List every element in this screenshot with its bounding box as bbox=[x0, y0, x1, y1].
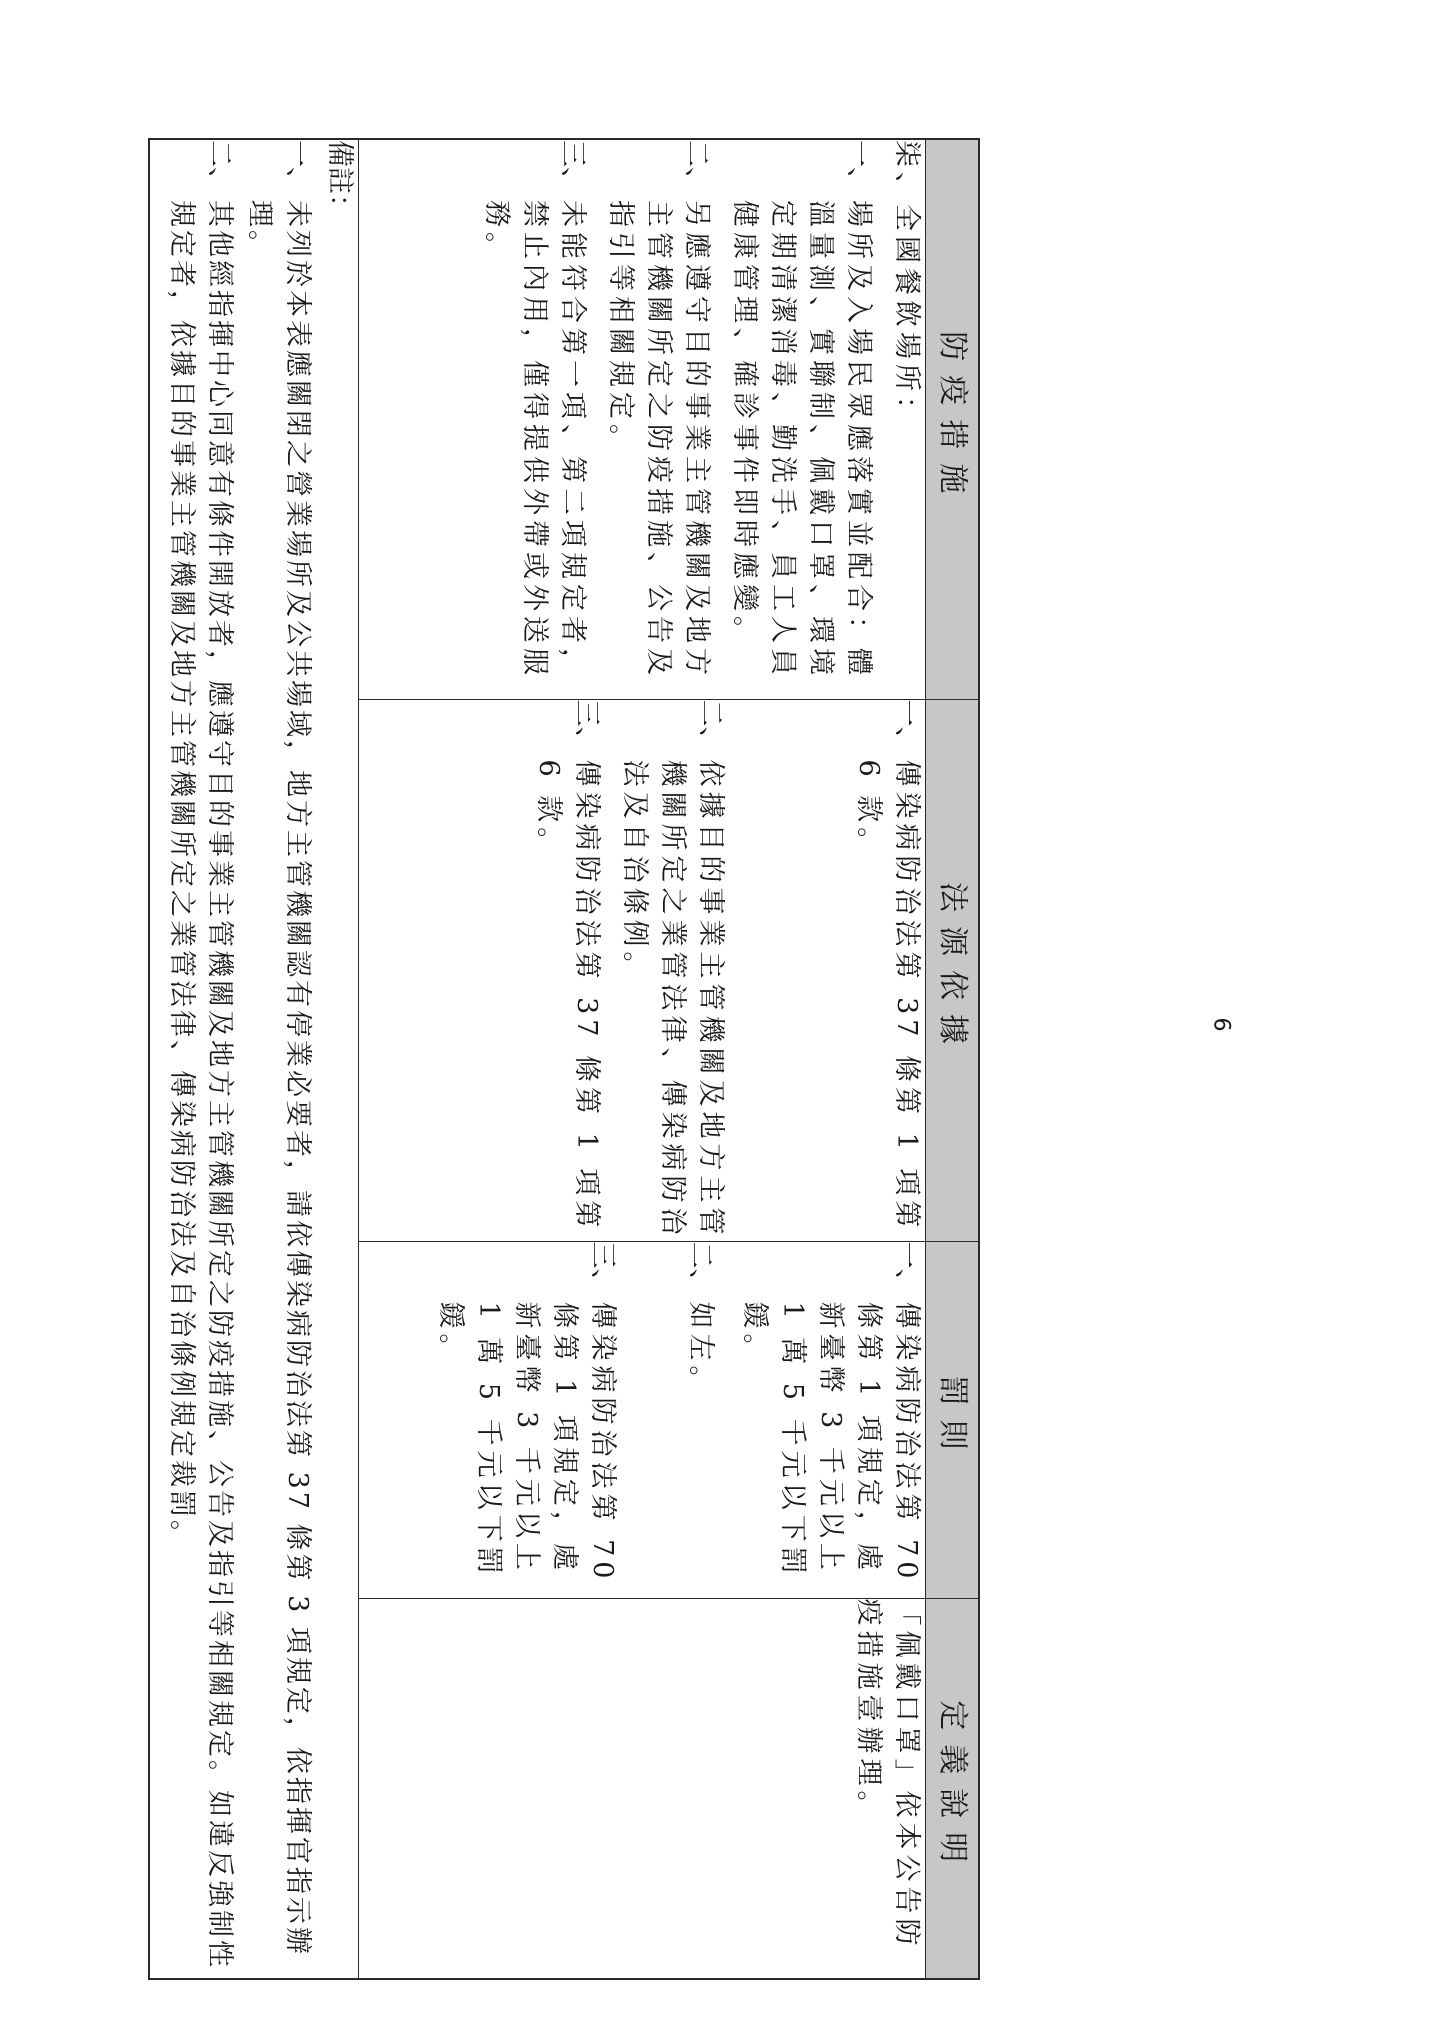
penalty-item bbox=[735, 1242, 925, 1598]
item-text: 依據目的事業主管機關及地方主管機關所定之業管法律、傳染病防治法及自治條例。 bbox=[619, 759, 726, 1240]
legal-basis-item bbox=[849, 700, 925, 1241]
item-number: 三、 bbox=[587, 1241, 618, 1296]
item-text: 場所及入場民眾應落實並配合：體溫量測、實聯制、佩戴口罩、環境定期清潔消毒、勤洗手、員工人員健康管理、確診事件即時應變。 bbox=[729, 200, 874, 680]
notes-row bbox=[149, 139, 359, 1979]
legal-basis-cell bbox=[359, 699, 926, 1241]
measure-item bbox=[477, 140, 591, 699]
item-text: 傳染病防治法第 37 條第 1 項第 6 款。 bbox=[853, 759, 922, 1233]
measures-cell bbox=[359, 139, 926, 699]
item-number: 一、 bbox=[891, 699, 922, 754]
item-text: 如左。 bbox=[685, 1301, 716, 1398]
legal-basis-item bbox=[529, 700, 605, 1241]
page-number: 6 bbox=[1208, 1017, 1234, 1032]
item-text: 傳染病防治法第 37 條第 1 項第 6 款。 bbox=[533, 759, 602, 1233]
item-text: 未能符合第一項、第二項規定者，禁止內用，僅得提供外帶或外送服務。 bbox=[481, 200, 588, 680]
header-legal-basis: 法源依據 bbox=[926, 699, 980, 1241]
notes-label: 備註： bbox=[324, 140, 355, 221]
item-number: 二、 bbox=[681, 140, 712, 194]
item-number: 二、 bbox=[685, 1241, 716, 1296]
penalties-cell bbox=[359, 1241, 926, 1598]
item-number: 三、 bbox=[571, 699, 602, 754]
item-text: 其他經指揮中心同意有條件開放者，應遵守目的事業主管機關及地方主管機關所定之防疫措施、公告及指引等相關規定。如違反強制性規定者，依據目的事業主管機關及地方主管機關所定之業管法律、傳染病防治法及自治條例規定裁罰。 bbox=[166, 200, 235, 1970]
measure-item bbox=[725, 140, 877, 699]
item-text: 另應遵守目的事業主管機關及地方主管機關所定之防疫措施、公告及指引等相關規定。 bbox=[605, 200, 712, 680]
header-row bbox=[926, 139, 980, 1979]
rotated-table-page bbox=[148, 138, 980, 1978]
item-text: 傳染病防治法第 70 條第 1 項規定，處新臺幣 3 千元以上 1 萬 5 千元以下罰鍰。 bbox=[739, 1301, 922, 1584]
item-number: 一、 bbox=[282, 140, 313, 194]
definition-text: 「佩戴口罩」依本公告防疫措施壹辦理。 bbox=[853, 1598, 922, 1951]
item-text: 傳染病防治法第 70 條第 1 項規定，處新臺幣 3 千元以上 1 萬 5 千元以下罰鍰。 bbox=[435, 1301, 618, 1584]
item-number: 一、 bbox=[891, 1241, 922, 1296]
note-item bbox=[240, 140, 316, 1978]
item-text: 未列於本表應關閉之營業場所及公共場域，地方主管機關認有停業必要者，請依傳染病防治法第 37 條第 3 項規定，依指揮官指示辦理。 bbox=[244, 200, 313, 1957]
measure-item bbox=[601, 140, 715, 699]
item-number: 一、 bbox=[843, 140, 874, 194]
legal-basis-item bbox=[615, 700, 729, 1241]
header-definitions: 定義說明 bbox=[926, 1598, 980, 1979]
penalty-item bbox=[431, 1242, 621, 1598]
notes-cell bbox=[149, 139, 359, 1979]
note-item bbox=[162, 140, 238, 1978]
item-number: 二、 bbox=[204, 140, 235, 194]
header-measures: 防疫措施 bbox=[926, 139, 980, 699]
header-penalties: 罰則 bbox=[926, 1241, 980, 1598]
item-number: 三、 bbox=[557, 140, 588, 194]
definitions-cell bbox=[359, 1598, 926, 1979]
measures-intro: 柒、全國餐飲場所： bbox=[891, 140, 922, 428]
item-number: 二、 bbox=[695, 699, 726, 754]
penalty-item bbox=[681, 1242, 719, 1598]
epidemic-measures-table bbox=[148, 138, 980, 1980]
content-row bbox=[359, 139, 926, 1979]
